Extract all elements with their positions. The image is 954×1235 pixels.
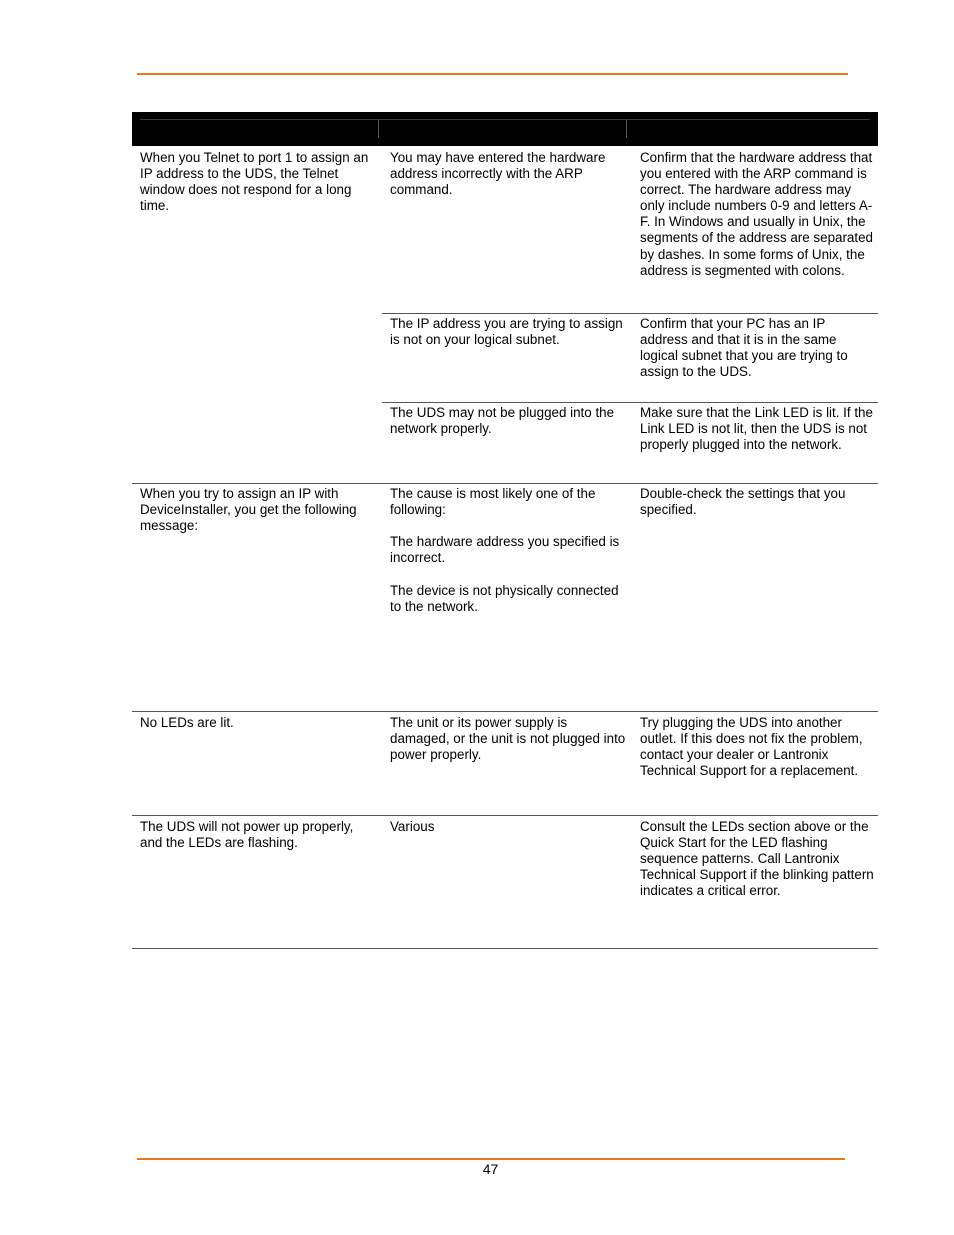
cause-cell: Various bbox=[390, 819, 435, 834]
header-separator bbox=[378, 120, 379, 138]
header-rule bbox=[137, 73, 848, 75]
row-divider bbox=[132, 483, 878, 484]
footer-rule bbox=[137, 1158, 845, 1160]
cause-cell: The UDS may not be plugged into the network properly. bbox=[390, 405, 615, 437]
remedy-cell: Double-check the settings that you specified. bbox=[640, 486, 846, 518]
remedy-cell: Make sure that the Link LED is lit. If the Link LED is not lit, then the UDS is not properly plugged into the network. bbox=[640, 405, 873, 453]
header-underline bbox=[140, 119, 870, 120]
cause-cell: The unit or its power supply is damaged, or the unit is not plugged into power properly. bbox=[390, 715, 626, 763]
problem-cell: The UDS will not power up properly, and the LEDs are flashing. bbox=[140, 819, 354, 851]
page-number: 47 bbox=[482, 1161, 499, 1177]
row-divider bbox=[132, 711, 878, 712]
cause-cell: The cause is most likely one of the following: The hardware address you specified is incorrect. The device is not physically connected to the network. bbox=[390, 486, 620, 614]
row-divider bbox=[132, 815, 878, 816]
row-divider bbox=[382, 402, 878, 403]
remedy-cell: Confirm that your PC has an IP address and that it is in the same logical subnet that you are trying to assign to the UDS. bbox=[640, 316, 848, 380]
cause-cell: You may have entered the hardware address incorrectly with the ARP command. bbox=[390, 150, 606, 198]
cause-cell: The IP address you are trying to assign is not on your logical subnet. bbox=[390, 316, 623, 348]
header-separator bbox=[626, 120, 627, 138]
problem-cell: No LEDs are lit. bbox=[140, 715, 234, 730]
table-header bbox=[132, 112, 878, 146]
remedy-cell: Try plugging the UDS into another outlet. If this does not fix the problem, contact your dealer or Lantronix Technical Support for a replacement. bbox=[640, 715, 863, 779]
problem-cell: When you Telnet to port 1 to assign an IP address to the UDS, the Telnet window does not respond for a long time. bbox=[140, 150, 369, 214]
problem-cell: When you try to assign an IP with DeviceInstaller, you get the following message: bbox=[140, 486, 357, 534]
table-bottom-border bbox=[132, 948, 878, 949]
remedy-cell: Confirm that the hardware address that you entered with the ARP command is correct. The hardware address may only include numbers 0-9 and letters A-F. In Windows and usually in Unix, the segments of the address are separated by dashes. In some forms of Unix, the address is segmented with colons. bbox=[640, 150, 873, 278]
row-divider bbox=[382, 313, 878, 314]
remedy-cell: Consult the LEDs section above or the Quick Start for the LED flashing sequence patterns. Call Lantronix Technical Support if the blinking pattern indicates a critical error. bbox=[640, 819, 874, 899]
